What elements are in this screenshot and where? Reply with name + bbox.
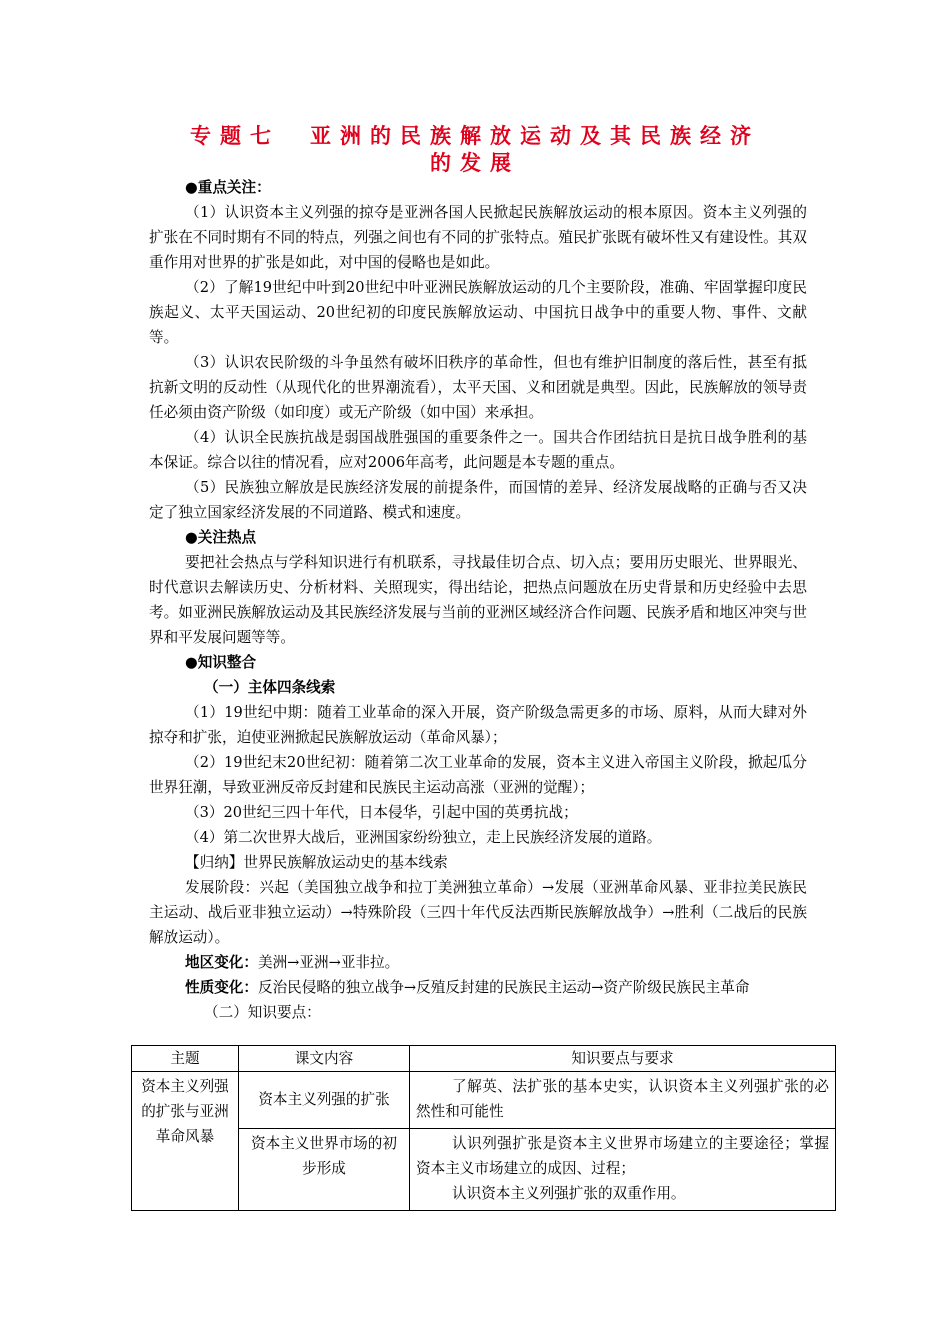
focus-paragraph-2: （2）了解19世纪中叶到20世纪中叶亚洲民族解放运动的几个主要阶段，准确、牢固掌握印度民族起义、太平天国运动、20世纪初的印度民族解放运动、中国抗日战争中的重要人物、事件、文献等。 [149,279,807,346]
points-text: 认识资本主义列强扩张的双重作用。 [452,1185,686,1202]
knowledge-points-table [131,1045,836,1211]
focus-heading: ●重点关注： [185,179,271,196]
thread-2: （2）19世纪末20世纪初：随着第二次工业革命的发展，资本主义进入帝国主义阶段，掀起瓜分世界狂潮，导致亚洲反帝反封建和民族民主运动高涨（亚洲的觉醒）； [149,754,807,796]
region-change-label: 地区变化： [185,954,258,971]
document-title [150,122,800,176]
header-content: 课文内容 [239,1046,410,1072]
table-row [132,1072,836,1129]
title-line-2: 的发展 [430,150,520,175]
thread-3: （3）20世纪三四十年代，日本侵华，引起中国的英勇抗战； [185,804,578,821]
summary-heading: 【归纳】世界民族解放运动史的基本线索 [185,854,448,871]
thread-1: （1）19世纪中期：随着工业革命的深入开展，资产阶级急需更多的市场、原料，从而大肆对外掠夺和扩张，迫使亚洲掀起民族解放运动（革命风暴）； [149,704,807,746]
region-change [149,950,807,975]
header-points: 知识要点与要求 [410,1046,836,1072]
thread-4: （4）第二次世界大战后，亚洲国家纷纷独立，走上民族经济发展的道路。 [185,829,662,846]
hot-heading: ●关注热点 [185,529,257,546]
focus-paragraph-4: （4）认识全民族抗战是弱国战胜强国的重要条件之一。国共合作团结抗日是抗日战争胜利的基本保证。综合以往的情况看，应对2006年高考，此问题是本专题的重点。 [149,429,807,471]
table-header-row [132,1046,836,1072]
subheading-knowledge-points: （二）知识要点： [204,1004,321,1021]
region-change-text: 美洲→亚洲→亚非拉。 [257,954,400,971]
header-theme: 主题 [132,1046,239,1072]
integrate-heading: ●知识整合 [185,654,257,671]
nature-change-label: 性质变化： [185,979,258,996]
focus-paragraph-3: （3）认识农民阶级的斗争虽然有破坏旧秩序的革命性，但也有维护旧制度的落后性，甚至有抵抗新文明的反动性（从现代化的世界潮流看），太平天国、义和团就是典型。因此，民族解放的领导责任必须由资产阶级（如印度）或无产阶级（如中国）来承担。 [149,354,807,421]
points-text: 了解英、法扩张的基本史实，认识资本主义列强扩张的必然性和可能性 [416,1078,829,1120]
points-text: 认识列强扩张是资本主义世界市场建立的主要途径；掌握资本主义市场建立的成因、过程； [416,1135,829,1177]
focus-paragraph-1: （1）认识资本主义列强的掠夺是亚洲各国人民掀起民族解放运动的根本原因。资本主义列强的扩张在不同时期有不同的特点，列强之间也有不同的扩张特点。殖民扩张既有破坏性又有建设性。其双重作用对世界的扩张是如此，对中国的侵略也是如此。 [149,204,807,271]
content-cell: 资本主义列强的扩张 [239,1072,410,1129]
focus-paragraph-5: （5）民族独立解放是民族经济发展的前提条件，而国情的差异、经济发展战略的正确与否又决定了独立国家经济发展的不同道路、模式和速度。 [149,479,807,521]
points-cell [410,1072,836,1129]
hot-paragraph: 要把社会热点与学科知识进行有机联系，寻找最佳切合点、切入点；要用历史眼光、世界眼光、时代意识去解读历史、分析材料、关照现实，得出结论，把热点问题放在历史背景和历史经验中去思考。如亚洲民族解放运动及其民族经济发展与当前的亚洲区域经济合作问题、民族矛盾和地区冲突与世界和平发展问题等等。 [149,554,807,646]
development-stages: 发展阶段：兴起（美国独立战争和拉丁美洲独立革命）→发展（亚洲革命风暴、亚非拉美民族民主运动、战后亚非独立运动）→特殊阶段（三四十年代反法西斯民族解放战争）→胜利（二战后的民族解放运动）。 [149,879,807,946]
nature-change [149,975,807,1000]
points-cell [410,1129,836,1211]
content-cell: 资本主义世界市场的初步形成 [239,1129,410,1211]
title-line-1: 专题七 亚洲的民族解放运动及其民族经济 [190,123,760,148]
theme-cell: 资本主义列强的扩张与亚洲革命风暴 [132,1072,239,1211]
document-body [149,175,807,1025]
subheading-four-threads: （一）主体四条线索 [204,679,336,696]
nature-change-text: 反治民侵略的独立战争→反殖反封建的民族民主运动→资产阶级民族民主革命 [257,979,750,996]
